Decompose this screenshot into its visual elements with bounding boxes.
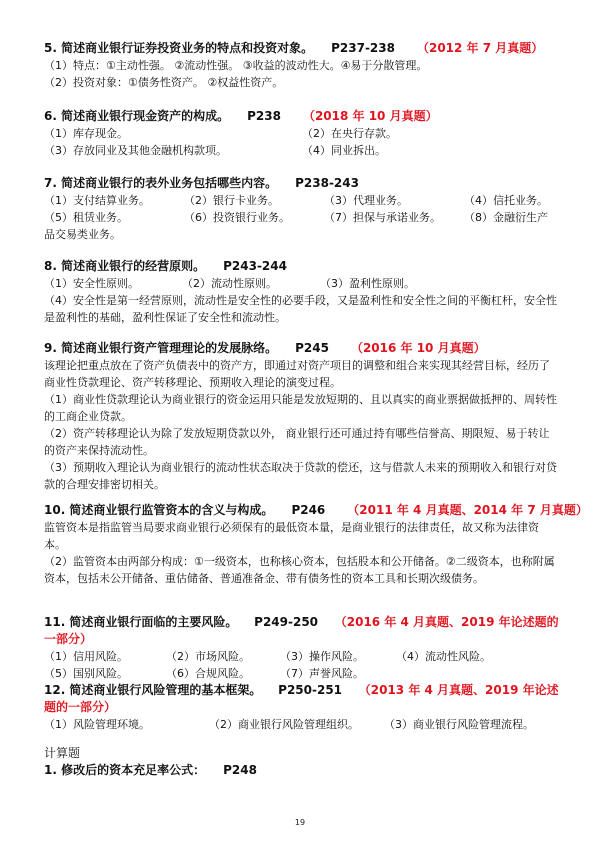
question-10: [44, 502, 588, 587]
question-9-paragraph-3: （2）资产转移理论认为除了发放短期贷款以外， 商业银行还可通过持有哪些信誉高、期限短、易于转让的资产来保持流动性。: [44, 427, 550, 457]
question-11-title: 11. 简述商业银行面临的主要风险。: [44, 615, 238, 629]
question-5-heading: [44, 40, 560, 57]
question-9: [44, 340, 560, 493]
question-12-exam-tag: （2013 年 4 月真题、2019 年论述题的一部分）: [44, 683, 559, 714]
question-11-heading: [44, 614, 560, 648]
list-item: （4）同业拆出。: [302, 144, 386, 157]
question-8-row-1: [44, 275, 560, 292]
question-11: [44, 614, 560, 682]
list-item: （2）在央行存款。: [302, 127, 397, 140]
question-10-paragraph-1: 监管资本是指监管当局要求商业银行必须保有的最低资本量，是商业银行的法律责任，故又称为法律资本。: [44, 521, 539, 551]
page-number: 19: [294, 818, 306, 827]
list-item: （3）代理业务。: [324, 194, 408, 207]
question-8-page-ref: P243-244: [223, 259, 287, 273]
question-9-paragraph-4: （3）预期收入理论认为商业银行的流动性状态取决于贷款的偿还，这与借款人未来的预期收入和银行对贷款的合理安排密切相关。: [44, 461, 557, 491]
question-12-heading: [44, 682, 560, 716]
question-10-page-ref: P246: [291, 503, 326, 517]
question-9-paragraph-2: （1）商业性贷款理论认为商业银行的资金运用只能是发放短期的、且以真实的商业票据做抵押的、周转性的工商企业贷款。: [44, 393, 557, 423]
question-6-exam-tag: （2018 年 10 月真题）: [302, 109, 438, 123]
question-6-page-ref: P238: [247, 109, 281, 123]
question-6-row-1: [44, 125, 560, 142]
list-item: （4）流动性风险。: [396, 650, 491, 663]
list-item: （6）投资银行业务。: [184, 211, 290, 224]
question-5: [44, 40, 560, 91]
question-8-paragraph: （4）安全性是第一经营原则，流动性是安全性的必要手段，又是盈利性和安全性之间的平衡杠杆，安全性是盈利性的基础，盈利性保证了安全性和流动性。: [44, 294, 557, 324]
question-12-title: 12. 简述商业银行风险管理的基本框架。: [44, 683, 262, 697]
list-item: （2）银行卡业务。: [184, 194, 279, 207]
question-5-line-2: （2）投资对象：①债务性资产。 ②权益性资产。: [44, 76, 284, 89]
question-7-page-ref: P238-243: [295, 176, 359, 190]
question-9-paragraph-1: 该理论把重点放在了资产负债表中的资产方，即通过对资产项目的调整和组合来实现其经营目标，经历了商业性贷款理论、资产转移理论、预期收入理论的演变过程。: [44, 359, 550, 389]
list-item: （6）合规风险。: [166, 667, 250, 680]
question-5-line-1: （1）特点：①主动性强。 ②流动性强。 ③收益的波动性大。④易于分散管理。: [44, 59, 428, 72]
list-item: （2）商业银行风险管理组织。: [209, 718, 359, 731]
list-item: （8）金融衍生产: [464, 211, 548, 224]
question-6-row-2: [44, 142, 560, 159]
question-10-title: 10. 简述商业银行监管资本的含义与构成。: [44, 503, 274, 517]
question-7-row-1: [44, 192, 560, 209]
question-8-heading: [44, 258, 560, 275]
question-9-heading: [44, 340, 560, 357]
question-6-title: 6. 简述商业银行现金资产的构成。: [44, 109, 230, 123]
question-9-page-ref: P245: [295, 341, 329, 355]
list-item: （3）存放同业及其他金融机构款项。: [44, 144, 227, 157]
question-8: [44, 258, 560, 326]
list-item: （1）支付结算业务。: [44, 194, 150, 207]
question-8-title: 8. 简述商业银行的经营原则。: [44, 259, 206, 273]
calculation-section: [44, 745, 560, 779]
question-7-title: 7. 简述商业银行的表外业务包括哪些内容。: [44, 176, 278, 190]
question-11-row-2: [44, 665, 560, 682]
calculation-1-heading: [44, 762, 560, 779]
question-7-row-2: [44, 209, 560, 226]
question-11-row-1: [44, 648, 560, 665]
question-5-title: 5. 简述商业银行证券投资业务的特点和投资对象。: [44, 41, 314, 55]
calculation-heading: 计算题: [44, 746, 81, 760]
question-9-exam-tag: （2016 年 10 月真题）: [350, 341, 486, 355]
question-10-heading: [44, 502, 588, 519]
question-10-paragraph-2: （2）监管资本由两部分构成：①一级资本，也称核心资本，包括股本和公开储备。②二级资本，也称附属资本，包括未公开储备、重估储备、普通准备金、带有债务性的资本工具和长期次级债务。: [44, 555, 555, 585]
list-item: （5）租赁业务。: [44, 211, 128, 224]
list-item: （2）流动性原则。: [182, 277, 277, 290]
list-item: （3）商业银行风险管理流程。: [384, 718, 534, 731]
question-7-tail: 品交易类业务。: [44, 228, 121, 241]
calculation-1-title: 1. 修改后的资本充足率公式：: [44, 763, 206, 777]
list-item: （5）国别风险。: [44, 667, 128, 680]
question-5-exam-tag: （2012 年 7 月真题）: [416, 41, 544, 55]
list-item: （3）盈利性原则。: [320, 277, 415, 290]
calculation-1-page-ref: P248: [223, 763, 257, 777]
list-item: （1）安全性原则。: [44, 277, 139, 290]
list-item: （7）声誉风险。: [280, 667, 364, 680]
list-item: （7）担保与承诺业务。: [324, 211, 441, 224]
list-item: （1）风险管理环境。: [44, 718, 150, 731]
question-10-exam-tag: （2011 年 4 月真题、2014 年 7 月真题）: [347, 503, 588, 517]
question-9-title: 9. 简述商业银行资产管理理论的发展脉络。: [44, 341, 278, 355]
question-7-heading: [44, 175, 560, 192]
question-6-heading: [44, 108, 560, 125]
list-item: （1）信用风险。: [44, 650, 128, 663]
question-12-page-ref: P250-251: [278, 683, 343, 697]
question-12: [44, 682, 560, 733]
question-6: [44, 108, 560, 159]
question-11-page-ref: P249-250: [254, 615, 319, 629]
list-item: （4）信托业务。: [464, 194, 548, 207]
question-12-row-1: [44, 716, 560, 733]
question-11-exam-tag: （2016 年 4 月真题、2019 年论述题的一部分）: [44, 615, 559, 646]
question-5-page-ref: P237-238: [331, 41, 395, 55]
list-item: （2）市场风险。: [166, 650, 250, 663]
question-7: [44, 175, 560, 243]
list-item: （3）操作风险。: [280, 650, 364, 663]
list-item: （1）库存现金。: [44, 127, 128, 140]
